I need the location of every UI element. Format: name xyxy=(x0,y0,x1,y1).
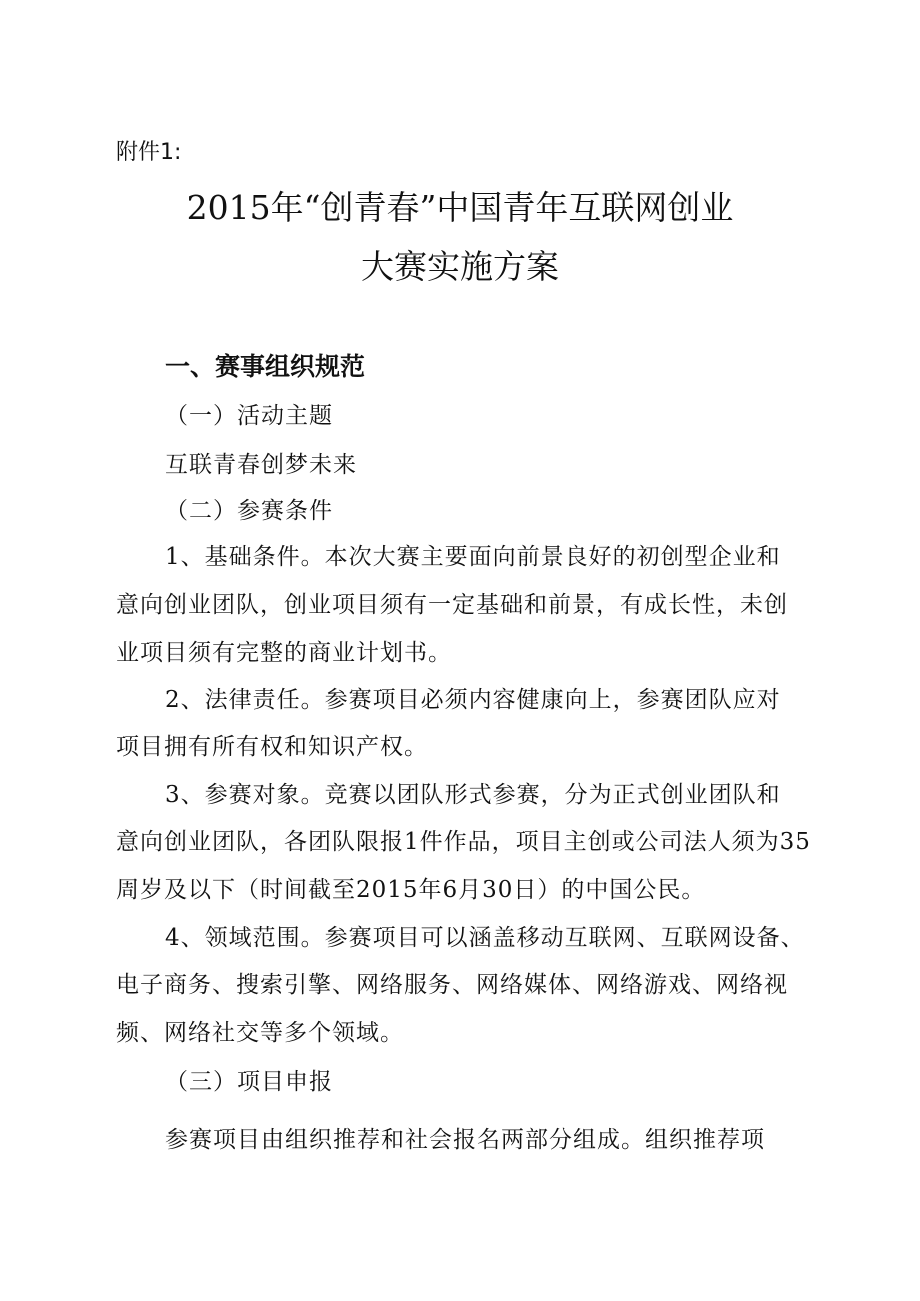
paragraph-line: 业项目须有完整的商业计划书。 xyxy=(116,640,452,666)
paragraph-line: 4、领域范围。参赛项目可以涵盖移动互联网、互联网设备、 xyxy=(165,925,805,951)
theme-text: 互联青春创梦未来 xyxy=(165,452,357,478)
subsection-heading-theme: （一）活动主题 xyxy=(165,403,333,429)
paragraph-line: 参赛项目由组织推荐和社会报名两部分组成。组织推荐项 xyxy=(165,1127,765,1153)
paragraph-line: 3、参赛对象。竞赛以团队形式参赛，分为正式创业团队和 xyxy=(165,782,781,808)
subsection-heading-conditions: （二）参赛条件 xyxy=(165,498,333,524)
document-title-line-2: 大赛实施方案 xyxy=(361,247,559,286)
paragraph-line: 意向创业团队，创业项目须有一定基础和前景，有成长性，未创 xyxy=(116,592,788,618)
subsection-heading-application: （三）项目申报 xyxy=(165,1069,333,1095)
attachment-label: 附件1: xyxy=(116,140,182,165)
paragraph-line: 频、网络社交等多个领域。 xyxy=(116,1020,404,1046)
paragraph-line: 意向创业团队，各团队限报1件作品，项目主创或公司法人须为35 xyxy=(116,829,811,855)
paragraph-line: 2、法律责任。参赛项目必须内容健康向上，参赛团队应对 xyxy=(165,687,781,713)
document-title-line-1: 2015年“创青春”中国青年互联网创业 xyxy=(186,188,734,227)
paragraph-line: 项目拥有所有权和知识产权。 xyxy=(116,734,428,760)
section-heading: 一、赛事组织规范 xyxy=(165,352,366,381)
paragraph-line: 电子商务、搜索引擎、网络服务、网络媒体、网络游戏、网络视 xyxy=(116,972,788,998)
paragraph-line: 周岁及以下（时间截至2015年6月30日）的中国公民。 xyxy=(116,877,706,903)
paragraph-line: 1、基础条件。本次大赛主要面向前景良好的初创型企业和 xyxy=(165,544,781,570)
